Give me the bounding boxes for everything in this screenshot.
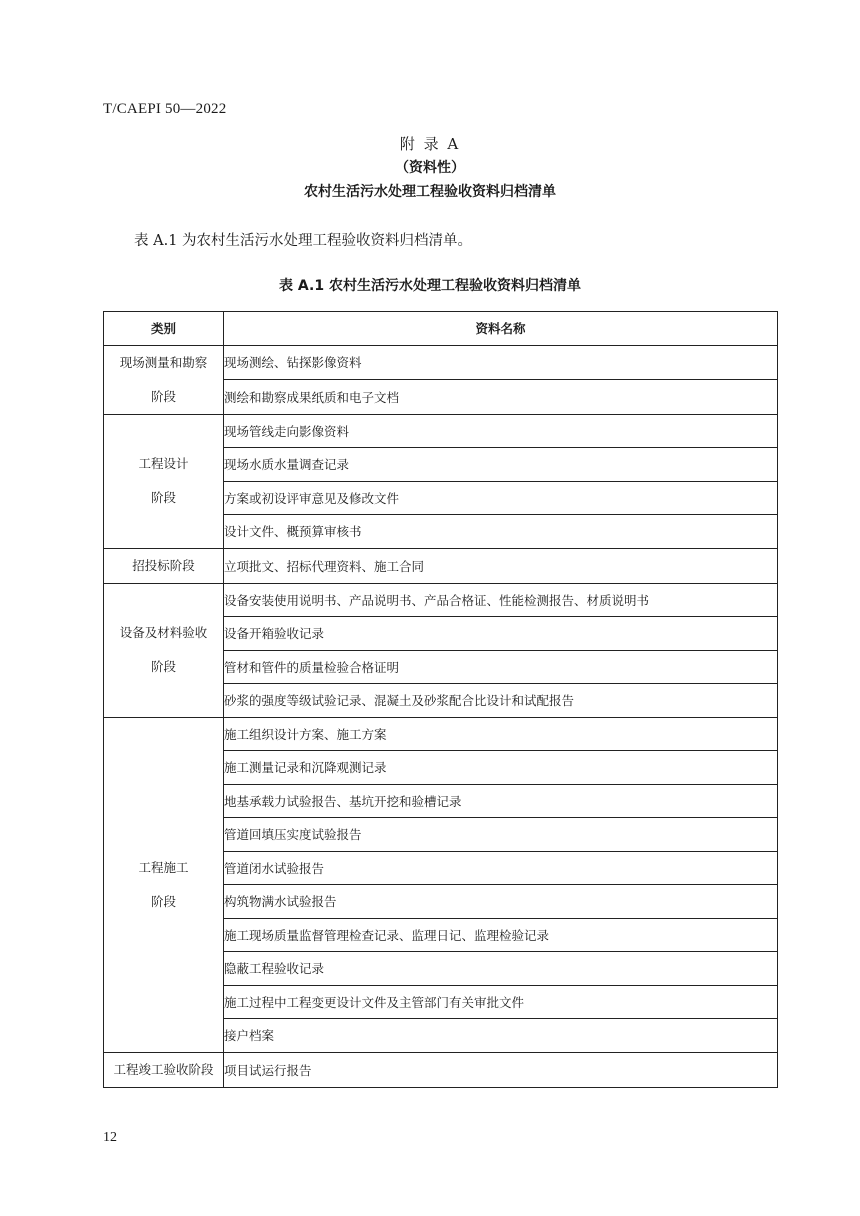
document-name-cell: 设备开箱验收记录: [224, 617, 778, 651]
document-name-cell: 项目试运行报告: [224, 1052, 778, 1087]
page-number: 12: [103, 1130, 117, 1145]
header-category: 类别: [104, 312, 224, 346]
document-name-cell: 地基承载力试验报告、基坑开挖和验槽记录: [224, 784, 778, 818]
table-row: [104, 1052, 778, 1087]
document-name-cell: 现场管线走向影像资料: [224, 414, 778, 448]
table-row: [104, 414, 778, 448]
document-name-cell: 方案或初设评审意见及修改文件: [224, 481, 778, 515]
document-name-cell: 砂浆的强度等级试验记录、混凝土及砂浆配合比设计和试配报告: [224, 684, 778, 718]
document-name-cell: 现场测绘、钻探影像资料: [224, 345, 778, 380]
document-name-cell: 设备安装使用说明书、产品说明书、产品合格证、性能检测报告、材质说明书: [224, 583, 778, 617]
table-row: [104, 548, 778, 583]
table-row: [104, 583, 778, 617]
document-name-cell: 构筑物满水试验报告: [224, 885, 778, 919]
document-name-cell: 管道回填压实度试验报告: [224, 818, 778, 852]
document-name-cell: 施工现场质量监督管理检查记录、监理日记、监理检验记录: [224, 918, 778, 952]
document-name-cell: 接户档案: [224, 1019, 778, 1053]
category-cell: 工程施工 阶段: [104, 717, 224, 1052]
table-row: [104, 345, 778, 380]
document-name-cell: 管道闭水试验报告: [224, 851, 778, 885]
document-name-cell: 设计文件、概预算审核书: [224, 515, 778, 549]
category-cell: 现场测量和勘察 阶段: [104, 345, 224, 414]
header-document-name: 资料名称: [224, 312, 778, 346]
document-name-cell: 施工过程中工程变更设计文件及主管部门有关审批文件: [224, 985, 778, 1019]
annex-note: （资料性）: [395, 160, 465, 176]
document-name-cell: 现场水质水量调查记录: [224, 448, 778, 482]
category-cell: 招投标阶段: [104, 548, 224, 583]
document-name-cell: 测绘和勘察成果纸质和电子文档: [224, 380, 778, 415]
document-name-cell: 管材和管件的质量检验合格证明: [224, 650, 778, 684]
annex-heading: 农村生活污水处理工程验收资料归档清单: [304, 184, 556, 200]
category-cell: 工程设计 阶段: [104, 414, 224, 548]
archive-checklist-table: [103, 311, 778, 1088]
standard-code: T/CAEPI 50—2022: [103, 101, 227, 117]
document-name-cell: 立项批文、招标代理资料、施工合同: [224, 548, 778, 583]
annex-title: 附 录 A: [399, 135, 461, 153]
table-header-row: [104, 312, 778, 346]
table-row: [104, 717, 778, 751]
table-caption: 表 A.1 农村生活污水处理工程验收资料归档清单: [279, 278, 581, 294]
document-name-cell: 施工测量记录和沉降观测记录: [224, 751, 778, 785]
table-body: [104, 345, 778, 1087]
document-name-cell: 施工组织设计方案、施工方案: [224, 717, 778, 751]
intro-paragraph: 表 A.1 为农村生活污水处理工程验收资料归档清单。: [134, 233, 473, 249]
document-name-cell: 隐蔽工程验收记录: [224, 952, 778, 986]
category-cell: 设备及材料验收 阶段: [104, 583, 224, 717]
category-cell: 工程竣工验收阶段: [104, 1052, 224, 1087]
